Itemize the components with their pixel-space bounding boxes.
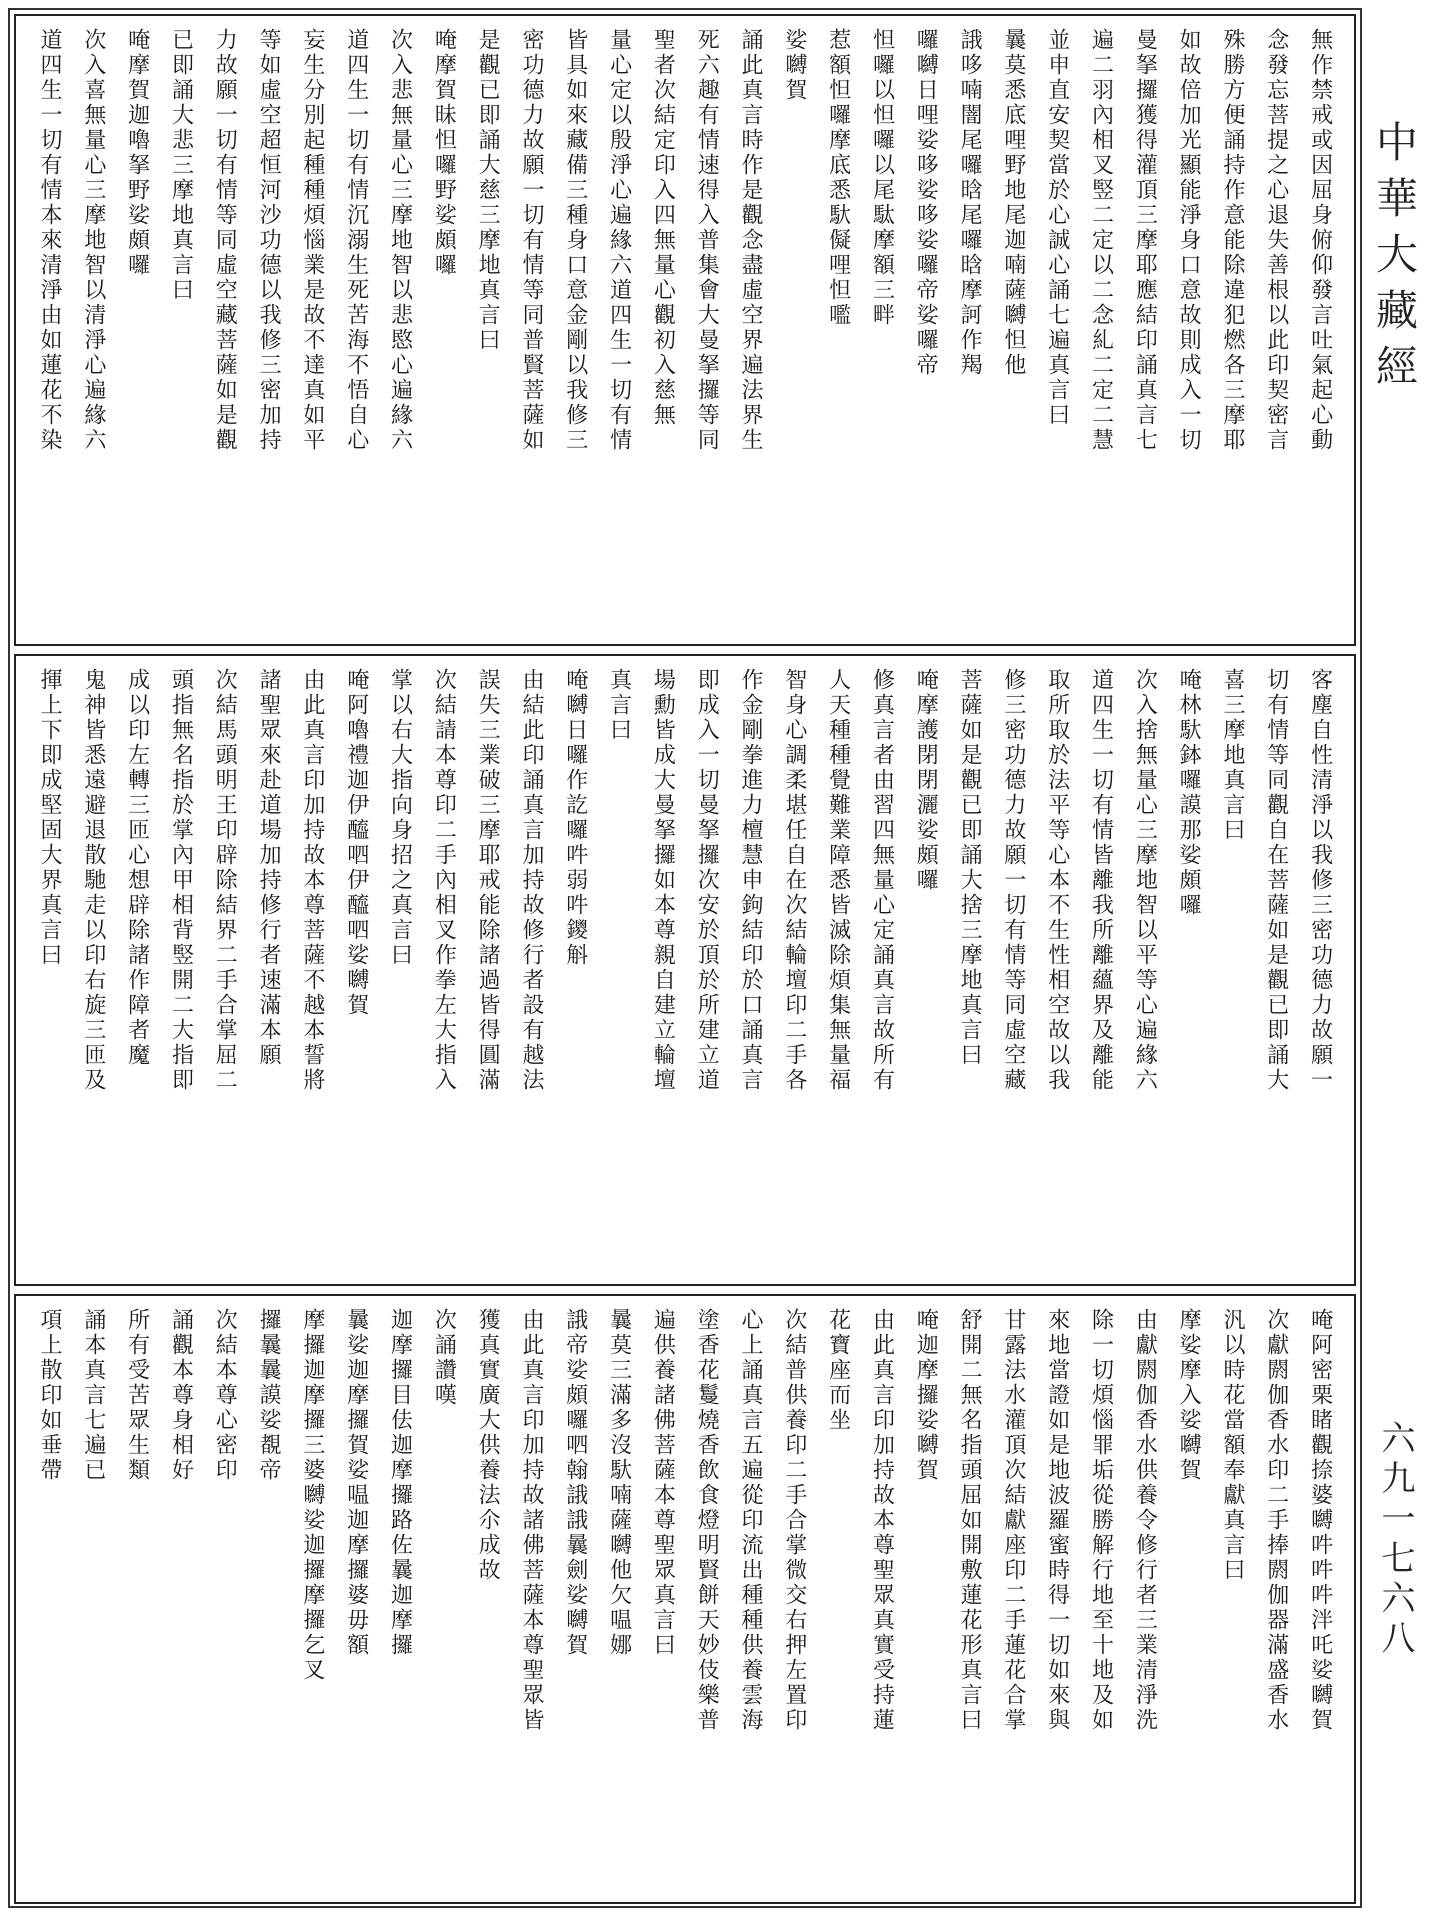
text-columns: [34, 28, 1336, 632]
text-column: 修三密功德力故願一切有情等同虛空藏: [1000, 668, 1026, 1093]
register-middle: [14, 654, 1356, 1286]
text-column: 誦本真言七遍已: [80, 1308, 106, 1483]
text-column: 次結本尊心密印: [212, 1308, 238, 1483]
text-column: 獲真實廣大供養法尒成故: [475, 1308, 501, 1583]
text-column: 無作禁戒或因屈身俯仰發言吐氣起心動: [1307, 28, 1333, 453]
text-column: 次入喜無量心三摩地智以清淨心遍緣六: [80, 28, 106, 453]
text-column: 密功德力故願一切有情等同普賢菩薩如: [518, 28, 544, 453]
text-column: 真言曰: [606, 668, 632, 743]
text-column: 摩娑摩入娑嚩賀: [1176, 1308, 1202, 1483]
text-column: 場勳皆成大曼拏攞如本尊親自建立輪壇: [650, 668, 676, 1093]
text-column: 迦摩攞目佉迦摩攞路佐曩迦摩攞: [387, 1308, 413, 1658]
text-column: 心上誦真言五遍從印流出種種供養雲海: [738, 1308, 763, 1733]
text-column: 項上散印如垂帶: [37, 1308, 62, 1483]
text-column: 取所取於法平等心本不生性相空故以我: [1044, 668, 1070, 1093]
text-column: 道四生一切有情皆離我所離蘊界及離能: [1088, 668, 1114, 1093]
text-column: 殊勝方便誦持作意能除違犯燃各三摩耶: [1219, 28, 1245, 453]
page-number: 六九一七六八: [1375, 1420, 1415, 1660]
text-column: 由結此印誦真言加持故修行者設有越法: [518, 668, 544, 1093]
text-column: 並申直安契當於心誠心誦七遍真言曰: [1044, 28, 1070, 428]
text-column: 揮上下即成堅固大界真言曰: [37, 668, 62, 968]
text-column: 唵摩賀迦嚕拏野娑頗囉: [124, 28, 150, 278]
text-column: 除一切煩惱罪垢從勝解行地至十地及如: [1088, 1308, 1114, 1733]
text-column: 唵迦摩攞娑嚩賀: [913, 1308, 939, 1483]
text-column: 由此真言印加持故諸佛菩薩本尊聖眾皆: [518, 1308, 544, 1733]
text-column: 客塵自性清淨以我修三密功德力故願一: [1307, 668, 1333, 1093]
text-column: 次結請本尊印二手內相叉作拳左大指入: [431, 668, 457, 1093]
text-column: 曩娑迦摩攞賀娑嗢迦摩攞婆毋額: [343, 1308, 369, 1658]
text-column: 摩攞迦摩攞三婆嚩娑迦攞摩攞乞叉: [299, 1308, 325, 1683]
text-column: 智身心調柔堪任自在次結輪壇印二手各: [781, 668, 807, 1093]
text-column: 唵摩賀昧怛囉野娑頗囉: [431, 28, 457, 278]
text-column: 成以印左轉三匝心想辟除諸作障者魔: [124, 668, 150, 1068]
text-column: 遍二羽內相叉竪二定以二念糺二定二慧: [1088, 28, 1114, 453]
text-column: 菩薩如是觀已即誦大捨三摩地真言曰: [957, 668, 983, 1068]
text-column: 頭指無名指於掌內甲相背竪開二大指即: [168, 668, 194, 1093]
text-column: 唵阿嚕禮迦伊醯呬伊醯呬娑嚩賀: [343, 668, 369, 1018]
text-column: 誤失三業破三摩耶戒能除諸過皆得圓滿: [475, 668, 501, 1093]
text-column: 舒開二無名指頭屈如開敷蓮花形真言曰: [957, 1308, 983, 1733]
text-column: 即成入一切曼拏攞次安於頂於所建立道: [694, 668, 720, 1093]
text-column: 已即誦大悲三摩地真言曰: [168, 28, 194, 303]
text-column: 作金剛拳進力檀慧申鉤結印於口誦真言: [738, 668, 763, 1093]
text-column: 力故願一切有情等同虛空藏菩薩如是觀: [212, 28, 238, 453]
text-column: 是觀已即誦大慈三摩地真言曰: [475, 28, 501, 353]
text-column: 喜三摩地真言曰: [1219, 668, 1245, 843]
text-column: 唵摩護閉閉灑娑頗囉: [913, 668, 939, 893]
text-column: 皆具如來藏備三種身口意金剛以我修三: [562, 28, 588, 453]
text-column: 諸聖眾來赴道場加持修行者速滿本願: [256, 668, 282, 1068]
text-column: 怛囉以怛囉以尾駄摩額三畔: [869, 28, 895, 328]
text-column: 鬼神皆悉遠避退散馳走以印右旋三匝及: [80, 668, 106, 1093]
text-column: 曩莫三滿多沒馱喃薩嚩他欠嗢娜: [606, 1308, 632, 1658]
text-column: 次結馬頭明王印辟除結界二手合掌屈二: [212, 668, 238, 1093]
text-column: 死六趣有情速得入普集會大曼拏攞等同: [694, 28, 720, 453]
text-column: 唵林馱鉢囉謨那娑頗囉: [1176, 668, 1202, 918]
register-lower: [14, 1294, 1356, 1904]
text-column: 誦此真言時作是觀念盡虛空界遍法界生: [738, 28, 763, 453]
text-column: 次入捨無量心三摩地智以平等心遍緣六: [1132, 668, 1158, 1093]
text-column: 切有情等同觀自在菩薩如是觀已即誦大: [1263, 668, 1289, 1093]
text-column: 花寶座而坐: [825, 1308, 851, 1433]
register-upper: [14, 14, 1356, 646]
text-column: 由此真言印加持故本尊聖眾真實受持蓮: [869, 1308, 895, 1733]
text-column: 攞曩曩謨娑覩帝: [256, 1308, 282, 1483]
text-column: 惹額怛囉摩底悉馱儗哩怛嚂: [825, 28, 851, 328]
text-column: 汎以時花當額奉獻真言曰: [1219, 1308, 1245, 1583]
text-column: 囉嚩日哩娑哆娑哆娑囉帝娑囉帝: [913, 28, 939, 378]
text-column: 如故倍加光顯能淨身口意故則成入一切: [1176, 28, 1202, 453]
text-column: 所有受苦眾生類: [124, 1308, 150, 1483]
text-column: 曼拏攞獲得灌頂三摩耶應結印誦真言七: [1132, 28, 1158, 453]
text-column: 曩莫悉底哩野地尾迦喃薩嚩怛他: [1000, 28, 1026, 378]
text-column: 誐哆喃闇尾囉晗尾囉晗摩訶作羯: [957, 28, 983, 378]
text-column: 唵嚩日囉作訖囉吽弱吽鑁斛: [562, 668, 588, 968]
collection-title: 中華大藏經: [1370, 120, 1419, 400]
text-column: 道四生一切有情本來清淨由如蓮花不染: [37, 28, 62, 453]
text-column: 遍供養諸佛菩薩本尊聖眾真言曰: [650, 1308, 676, 1658]
text-column: 娑嚩賀: [781, 28, 807, 103]
text-column: 等如虛空超恒河沙功德以我修三密加持: [256, 28, 282, 453]
text-columns: [34, 668, 1336, 1272]
text-column: 次結普供養印二手合掌微交右押左置印: [781, 1308, 807, 1733]
text-column: 掌以右大指向身招之真言曰: [387, 668, 413, 968]
text-column: 唵阿密栗睹觀捺婆嚩吽吽吽泮吒娑嚩賀: [1307, 1308, 1333, 1733]
text-column: 聖者次結定印入四無量心觀初入慈無: [650, 28, 676, 428]
text-column: 念發忘菩提之心退失善根以此印契密言: [1263, 28, 1289, 453]
text-column: 塗香花鬘燒香飲食燈明賢餅天妙伎樂普: [694, 1308, 720, 1733]
text-columns: [34, 1308, 1336, 1890]
text-column: 甘露法水灌頂次結獻座印二手蓮花合掌: [1000, 1308, 1026, 1733]
text-column: 次誦讚嘆: [431, 1308, 457, 1408]
text-column: 量心定以殷淨心遍緣六道四生一切有情: [606, 28, 632, 453]
text-column: 由此真言印加持故本尊菩薩不越本誓將: [299, 668, 325, 1093]
text-column: 次獻閼伽香水印二手捧閼伽器滿盛香水: [1263, 1308, 1289, 1733]
text-column: 由獻閼伽香水供養令修行者三業清淨洗: [1132, 1308, 1158, 1733]
text-column: 來地當證如是地波羅蜜時得一切如來與: [1044, 1308, 1070, 1733]
text-column: 人天種種覺難業障悉皆滅除煩集無量福: [825, 668, 851, 1093]
text-column: 誦觀本尊身相好: [168, 1308, 194, 1483]
text-column: 修真言者由習四無量心定誦真言故所有: [869, 668, 895, 1093]
text-column: 誐帝娑頗囉呬翰誐誐曩劍娑嚩賀: [562, 1308, 588, 1658]
text-column: 次入悲無量心三摩地智以悲愍心遍緣六: [387, 28, 413, 453]
text-column: 妄生分別起種種煩惱業是故不達真如平: [299, 28, 325, 453]
text-column: 道四生一切有情沉溺生死苦海不悟自心: [343, 28, 369, 453]
